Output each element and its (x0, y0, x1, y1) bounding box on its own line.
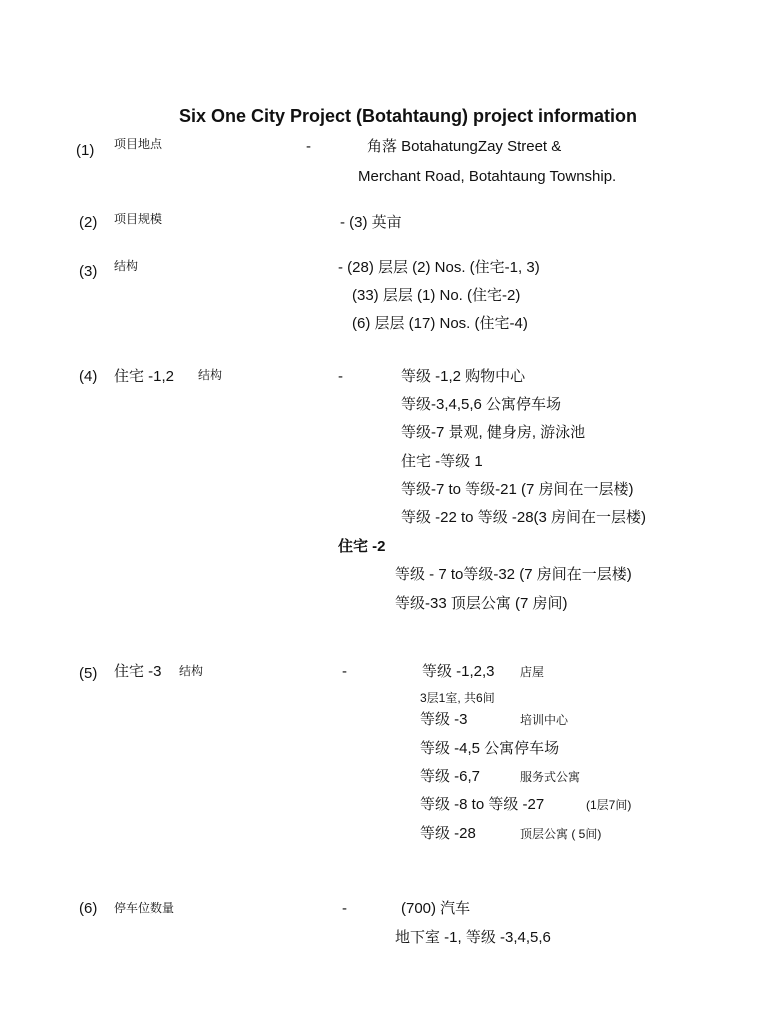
item-4-line: 住宅 -等级 1 (401, 453, 483, 470)
item-5-row-left: 等级 -8 to 等级 -27 (420, 796, 545, 813)
item-2-label: 项目规模 (114, 212, 163, 226)
item-5-label: 住宅 -3 (114, 663, 162, 680)
item-5-row-left: 等级 -4,5 公寓停车场 (420, 740, 560, 757)
item-6-value-line2: 地下室 -1, 等级 -3,4,5,6 (395, 929, 551, 946)
item-5-row-right: 服务式公寓 (520, 770, 581, 784)
item-4-label-structure: 结构 (198, 368, 223, 382)
item-4-sub-line: 等级-33 顶层公寓 (7 房间) (395, 595, 568, 612)
item-5-row-right: 顶层公寓 ( 5间) (520, 827, 602, 841)
item-5-label-structure: 结构 (179, 664, 204, 678)
item-3-number: (3) (79, 263, 98, 280)
item-5-row-right: (1层7间) (586, 798, 632, 812)
item-5-row-right: 培训中心 (520, 713, 569, 727)
item-4-line: 等级-3,4,5,6 公寓停车场 (401, 396, 562, 413)
item-1-dash: - (306, 138, 311, 155)
item-4-line: 等级 -1,2 购物中心 (401, 368, 526, 385)
item-4-label: 住宅 -1,2 (114, 368, 175, 385)
item-2-number: (2) (79, 214, 98, 231)
item-5-row-right: 店屋 (520, 665, 545, 679)
item-1-number: (1) (76, 142, 95, 159)
item-3-value-line3: (6) 层层 (17) Nos. (住宅-4) (352, 315, 528, 332)
item-6-value-line1: (700) 汽车 (401, 900, 471, 917)
item-4-sub-heading: 住宅 -2 (338, 538, 386, 555)
item-5-row-left: 等级 -3 (420, 711, 468, 728)
item-3-label: 结构 (114, 259, 139, 273)
item-1-value-line1: 角落 BotahatungZay Street & (367, 138, 562, 155)
item-6-dash: - (342, 900, 347, 917)
item-4-line: 等级 -22 to 等级 -28(3 房间在一层楼) (401, 509, 647, 526)
item-1-value-line2: Merchant Road, Botahtaung Township. (358, 168, 617, 185)
item-4-number: (4) (79, 368, 98, 385)
item-5-dash: - (342, 663, 347, 680)
item-4-sub-line: 等级 - 7 to等级-32 (7 房间在一层楼) (395, 566, 632, 583)
item-6-number: (6) (79, 900, 98, 917)
item-6-label: 停车位数量 (114, 901, 175, 915)
item-2-value: - (3) 英亩 (340, 214, 402, 231)
item-4-line: 等级-7 景观, 健身房, 游泳池 (401, 424, 586, 441)
item-5-row-left: 等级 -1,2,3 (422, 663, 495, 680)
item-5-row-left: 等级 -28 (420, 825, 476, 842)
item-1-label: 项目地点 (114, 137, 163, 151)
item-5-row-left: 等级 -6,7 (420, 768, 481, 785)
item-5-number: (5) (79, 665, 98, 682)
item-4-dash: - (338, 368, 343, 385)
item-3-value-line1: - (28) 层层 (2) Nos. (住宅-1, 3) (338, 259, 540, 276)
item-5-row-left: 3层1室, 共6间 (420, 691, 495, 705)
item-3-value-line2: (33) 层层 (1) No. (住宅-2) (352, 287, 521, 304)
item-4-line: 等级-7 to 等级-21 (7 房间在一层楼) (401, 481, 634, 498)
page-title: Six One City Project (Botahtaung) project information (179, 106, 638, 126)
